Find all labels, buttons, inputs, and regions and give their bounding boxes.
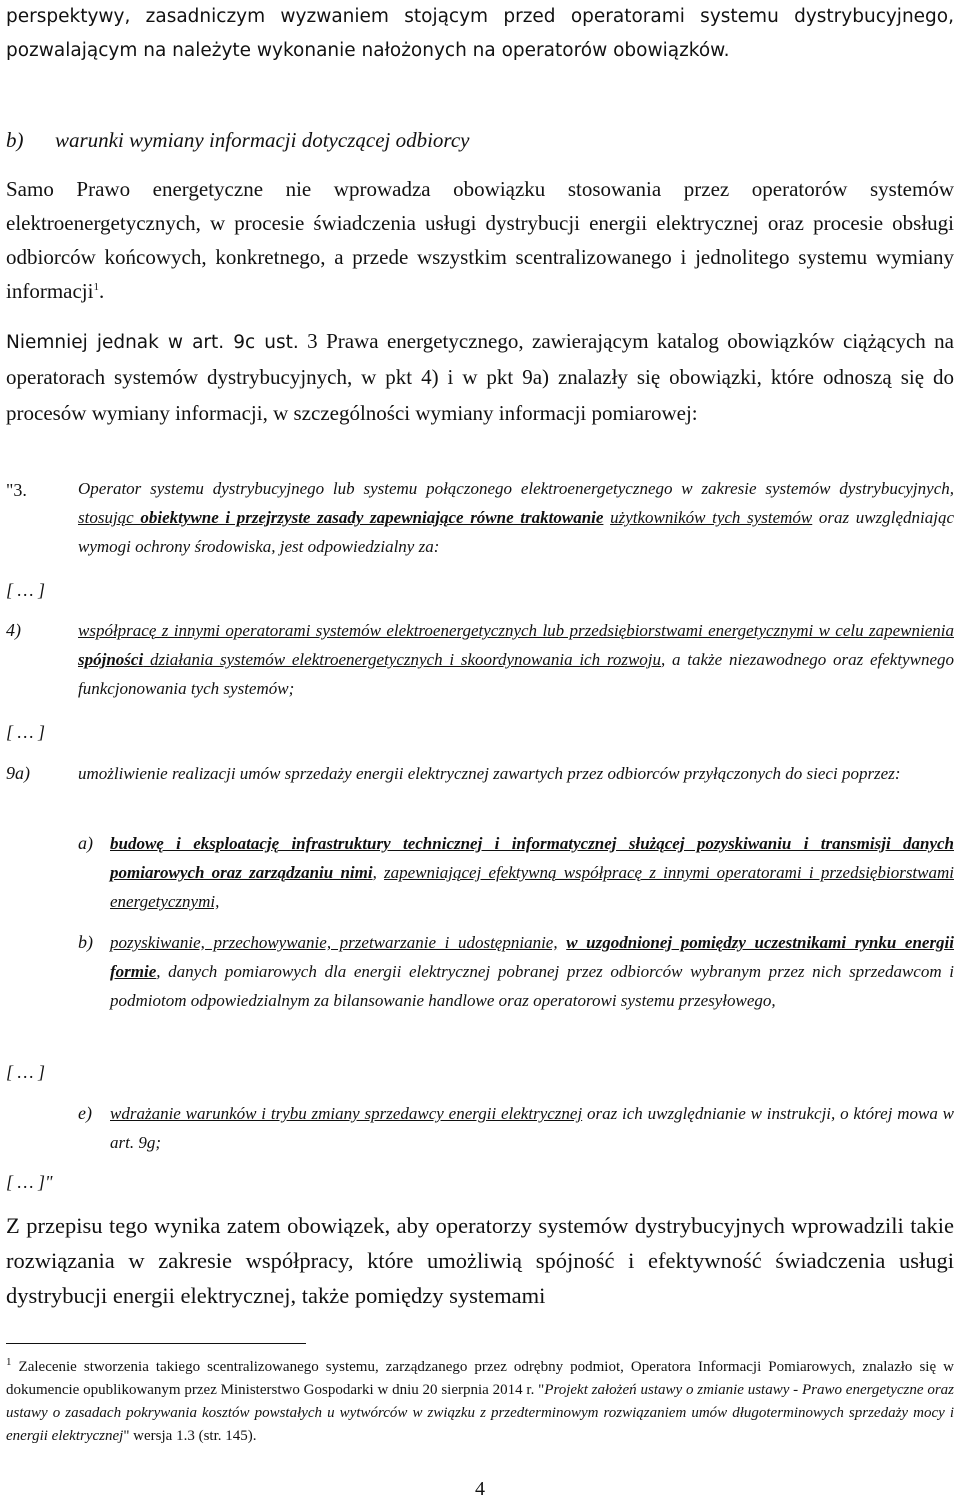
quote-item-3-underline-2: użytkowników tych systemów	[610, 508, 813, 527]
paragraph-intro	[6, 0, 954, 68]
paragraph-niemniej	[6, 324, 954, 432]
quote-label-4: 4)	[6, 620, 21, 640]
quote-item-3-bold-underline: obiektywne i przejrzyste zasady zapewniające równe traktowanie	[140, 508, 604, 527]
quote-subitem-e-text-end: oraz ich uwzględnianie w instrukcji, o której mowa w art. 9g;	[110, 1104, 954, 1152]
quote-subitem-e	[110, 1099, 954, 1157]
paragraph-conclusion	[6, 1208, 954, 1313]
quote-subitem-e-underline: wdrażanie warunków i trybu zmiany sprzedawcy energii elektrycznej	[110, 1104, 583, 1123]
ellipsis-3: [ … ]	[6, 1062, 46, 1082]
quote-item-4	[78, 616, 954, 703]
quote-subitem-b-space	[558, 933, 567, 952]
quote-item-4-underline-2: działania systemów elektroenergetycznych i skoordynowania ich rozwoju	[143, 650, 662, 669]
quote-item-4-bold-underline: spójności	[78, 650, 144, 669]
ellipsis-4: [ … ]"	[6, 1172, 53, 1192]
footnote	[6, 1356, 954, 1448]
footnote-italic-title: Projekt założeń ustawy o zmianie ustawy - Prawo energetyczne oraz ustawy o zasadach pokrywania kosztów powstałych u wytwórców w związku z przedterminowym rozwiązaniem umów długoterminowych sprzedaży mocy i energii elektrycznej	[6, 1382, 955, 1444]
footnote-tail: " wersja 1.3 (str. 145).	[123, 1428, 257, 1444]
ellipsis-2: [ … ]	[6, 722, 46, 742]
paragraph-niemniej-start: Niemniej jednak w art. 9c ust.	[6, 332, 299, 353]
quote-label-b: b)	[78, 932, 93, 952]
quote-subitem-b-bold-underline: w uzgodnionej pomiędzy uczestnikami rynku energii formie	[110, 933, 955, 981]
footnote-number: 1	[6, 1356, 12, 1368]
quote-label-a: a)	[78, 833, 93, 853]
ellipsis-1: [ … ]	[6, 580, 46, 600]
quote-subitem-a-comma: ,	[372, 863, 385, 882]
quote-item-3-text: Operator systemu dystrybucyjnego lub systemu połączonego elektroenergetycznego w zakresie systemów dystrybucyjnych,	[78, 479, 954, 498]
quote-item-4-text-end: , a także niezawodnego oraz efektywnego funkcjonowania tych systemów;	[78, 650, 954, 698]
footnote-divider	[6, 1343, 306, 1344]
quote-subitem-b-underline: pozyskiwanie, przechowywanie, przetwarzanie i udostępnianie,	[110, 933, 558, 952]
quote-item-3	[78, 474, 954, 561]
quote-subitem-b-text-end: , danych pomiarowych dla energii elektrycznej pobranej przez odbiorców wybranym przez nich sprzedawcom i podmiotom odpowiedzialnym za bilansowanie handlowe oraz operatorowi systemu przesyłowego,	[110, 962, 954, 1010]
section-heading-b: b) warunki wymiany informacji dotyczącej odbiorcy	[6, 128, 470, 152]
quote-subitem-a	[110, 829, 954, 916]
quote-item-3-text-end: oraz uwzględniając wymogi ochrony środowiska, jest odpowiedzialny za:	[78, 508, 955, 556]
quote-item-3-underline: stosując	[78, 508, 141, 527]
page-number: 4	[475, 1478, 485, 1500]
paragraph-conclusion-text: Z przepisu tego wynika zatem obowiązek, aby operatorzy systemów dystrybucyjnych wprowadzili takie rozwiązania w zakresie współpracy, które umożliwią spójność i efektywność świadczenia usługi dystrybucji energii elektrycznej, także pomiędzy systemami	[6, 1213, 954, 1308]
paragraph-niemniej-rest: 3 Prawa energetycznego, zawierającym katalog obowiązków ciążących na operatorach systemów dystrybucyjnych, w pkt 4) i w pkt 9a) znalazły się obowiązki, które odnoszą się do procesów wymiany informacji, w szczególności wymiany informacji pomiarowej:	[6, 329, 955, 425]
quote-item-9a	[78, 759, 954, 788]
footnote-ref[interactable]: 1	[93, 281, 99, 293]
paragraph-intro-text: perspektywy, zasadniczym wyzwaniem stojącym przed operatorami systemu dystrybucyjnego, pozwalającym na należyte wykonanie nałożonych na operatorów obowiązków.	[6, 6, 954, 61]
quote-subitem-b	[110, 928, 954, 1015]
paragraph-samo-prawo-end: .	[98, 279, 105, 303]
paragraph-samo-prawo-text: Samo Prawo energetyczne nie wprowadza obowiązku stosowania przez operatorów systemów elektroenergetycznych, w procesie świadczenia usługi dystrybucji energii elektrycznej oraz procesie obsługi odbiorców końcowych, konkretnego, a przede wszystkim scentralizowanego i jednolitego systemu wymiany informacji	[6, 177, 954, 303]
paragraph-samo-prawo	[6, 172, 954, 308]
footnote-text: Zalecenie stworzenia takiego scentralizowanego systemu, zarządzanego przez odrębny podmiot, Operatora Informacji Pomiarowych, znalazło się w dokumencie opublikowanym przez Ministerstwo Gospodarki w dniu 20 sierpnia 2014 r. "	[6, 1359, 954, 1398]
quote-label-3: "3.	[6, 480, 27, 500]
quote-item-9a-text: umożliwienie realizacji umów sprzedaży energii elektrycznej zawartych przez odbiorców przyłączonych do sieci poprzez:	[78, 764, 901, 783]
quote-subitem-a-underline: zapewniającej efektywną współpracę z innymi operatorami i przedsiębiorstwami energetycznymi,	[110, 863, 954, 911]
quote-subitem-a-bold-underline: budowę i eksploatację infrastruktury technicznej i informatycznej służącej pozyskiwaniu i transmisji danych pomiarowych oraz zarządzaniu nimi	[110, 834, 954, 882]
quote-label-9a: 9a)	[6, 763, 30, 783]
quote-item-4-underline: współpracę z innymi operatorami systemów elektroenergetycznych lub przedsiębiorstwami energetycznymi w celu zapewnienia	[78, 621, 954, 640]
quote-label-e: e)	[78, 1103, 92, 1123]
